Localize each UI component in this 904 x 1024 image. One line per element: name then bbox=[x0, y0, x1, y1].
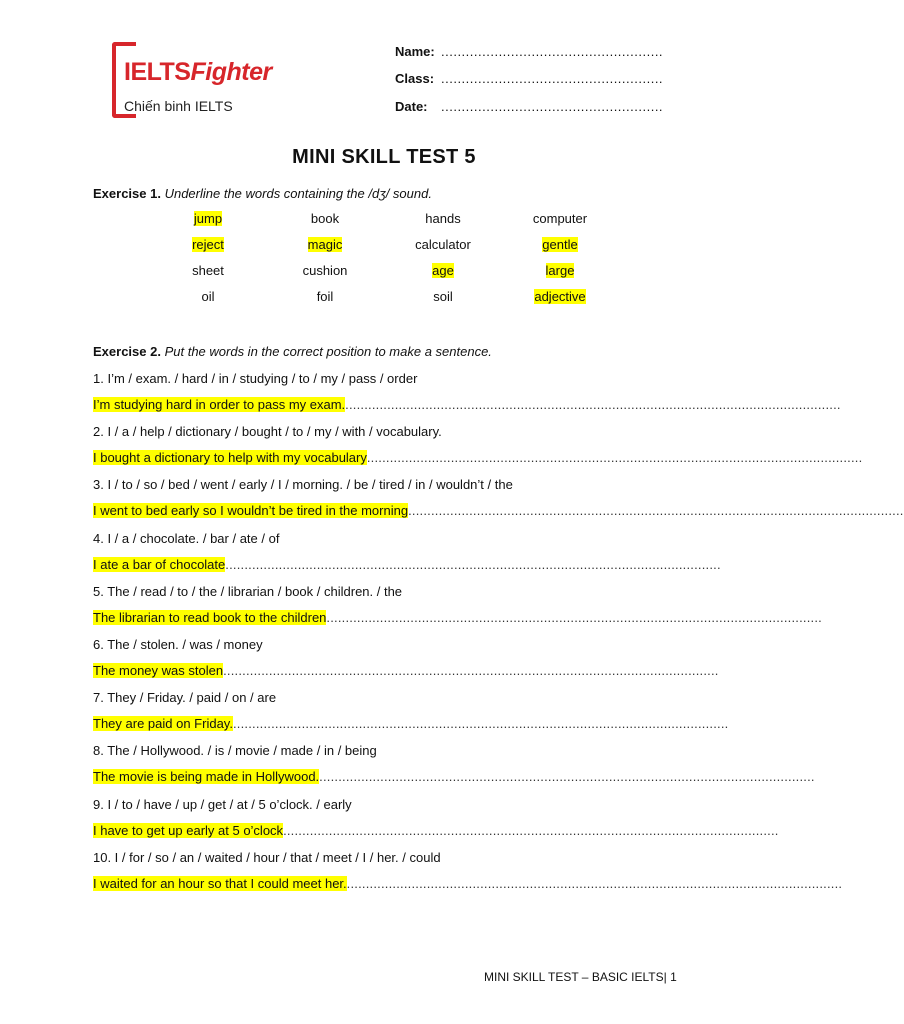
answer-text: I have to get up early at 5 o’clock bbox=[93, 822, 284, 838]
answer-line[interactable] bbox=[93, 396, 841, 414]
logo-brand-ielts: IELTS bbox=[124, 58, 191, 86]
word-text: cushion bbox=[302, 263, 348, 278]
word-text: magic bbox=[307, 237, 343, 252]
word-cell[interactable] bbox=[383, 210, 503, 228]
answer-line[interactable] bbox=[93, 556, 721, 574]
word-text: large bbox=[545, 263, 575, 278]
question-text: 2. I / a / help / dictionary / bought / to / my / with / vocabulary. bbox=[93, 424, 442, 440]
word-cell[interactable] bbox=[500, 210, 620, 228]
word-cell[interactable] bbox=[148, 210, 268, 228]
answer-dots: .................................................................................................................................. bbox=[225, 556, 721, 572]
word-cell[interactable] bbox=[265, 210, 385, 228]
question-text: 8. The / Hollywood. / is / movie / made / in / being bbox=[93, 743, 377, 759]
exercise1-instruction: Underline the words containing the /dʒ/ sound. bbox=[164, 186, 432, 201]
exercise1-heading bbox=[93, 186, 432, 201]
answer-text: I went to bed early so I wouldn’t be tired in the morning bbox=[93, 503, 409, 519]
class-field bbox=[395, 71, 663, 86]
word-text: reject bbox=[192, 237, 224, 252]
answer-line[interactable] bbox=[93, 875, 843, 893]
word-cell[interactable] bbox=[500, 288, 620, 306]
answer-dots: .................................................................................................................................. bbox=[319, 769, 815, 785]
answer-text: The money was stolen bbox=[93, 663, 224, 678]
answer-dots: .................................................................................................................................. bbox=[346, 875, 843, 891]
question-text: 5. The / read / to / the / librarian / book / children. / the bbox=[93, 583, 403, 599]
answer-text: The librarian to read book to the children bbox=[93, 609, 327, 625]
word-cell[interactable] bbox=[383, 236, 503, 254]
date-label: Date: bbox=[395, 99, 428, 114]
word-text: foil bbox=[316, 289, 334, 304]
date-dots: ...................................................... bbox=[441, 99, 664, 114]
logo-wordmark bbox=[124, 58, 272, 87]
name-dots: ...................................................... bbox=[441, 44, 664, 59]
answer-dots: .................................................................................................................................. bbox=[408, 503, 904, 519]
answer-line[interactable] bbox=[93, 449, 863, 467]
question-text: 10. I / for / so / an / waited / hour / that / meet / I / her. / could bbox=[93, 849, 441, 865]
logo-brand-fighter: Fighter bbox=[190, 58, 272, 86]
word-cell[interactable] bbox=[500, 262, 620, 280]
answer-line[interactable] bbox=[93, 662, 719, 680]
word-cell[interactable] bbox=[265, 288, 385, 306]
exercise2-label: Exercise 2. bbox=[93, 344, 161, 359]
word-cell[interactable] bbox=[148, 288, 268, 306]
exercise1-label: Exercise 1. bbox=[93, 186, 161, 201]
answer-text: The movie is being made in Hollywood. bbox=[93, 769, 320, 785]
page-footer: MINI SKILL TEST – BASIC IELTS| 1 bbox=[484, 970, 677, 984]
date-field bbox=[395, 99, 663, 114]
answer-line[interactable] bbox=[93, 502, 904, 520]
word-cell[interactable] bbox=[500, 236, 620, 254]
answer-dots: .................................................................................................................................. bbox=[366, 450, 863, 466]
logo-subtitle: Chiến binh IELTS bbox=[124, 98, 233, 114]
answer-line[interactable] bbox=[93, 609, 822, 627]
answer-line[interactable] bbox=[93, 822, 779, 840]
word-cell[interactable] bbox=[148, 236, 268, 254]
name-field bbox=[395, 44, 663, 59]
word-text: gentle bbox=[542, 237, 578, 252]
answer-dots: .................................................................................................................................. bbox=[283, 822, 779, 838]
answer-line[interactable] bbox=[93, 768, 815, 786]
question-text: 4. I / a / chocolate. / bar / ate / of bbox=[93, 530, 280, 546]
ielts-fighter-logo bbox=[112, 40, 312, 124]
word-cell[interactable] bbox=[383, 262, 503, 280]
question-text: 1. I’m / exam. / hard / in / studying / to / my / pass / order bbox=[93, 371, 418, 386]
word-text: calculator bbox=[415, 237, 471, 252]
word-cell[interactable] bbox=[265, 262, 385, 280]
word-cell[interactable] bbox=[265, 236, 385, 254]
answer-dots: .................................................................................................................................. bbox=[232, 716, 729, 732]
question-text: 7. They / Friday. / paid / on / are bbox=[93, 690, 277, 706]
answer-text: I’m studying hard in order to pass my exam. bbox=[93, 397, 346, 412]
word-text: soil bbox=[433, 289, 453, 304]
exercise2-heading bbox=[93, 344, 492, 359]
question-text: 9. I / to / have / up / get / at / 5 o’clock. / early bbox=[93, 796, 352, 812]
exercise2-instruction: Put the words in the correct position to make a sentence. bbox=[164, 344, 492, 359]
word-text: computer bbox=[532, 211, 588, 226]
answer-text: I ate a bar of chocolate bbox=[93, 556, 226, 572]
class-label: Class: bbox=[395, 71, 435, 86]
answer-text: I bought a dictionary to help with my vocabulary bbox=[93, 450, 367, 466]
word-text: adjective bbox=[534, 289, 586, 304]
word-cell[interactable] bbox=[383, 288, 503, 306]
answer-dots: .................................................................................................................................. bbox=[345, 397, 841, 412]
class-dots: ...................................................... bbox=[441, 71, 664, 86]
name-label: Name: bbox=[395, 44, 435, 59]
word-text: age bbox=[432, 263, 454, 278]
word-text: book bbox=[310, 211, 340, 226]
question-text: 3. I / to / so / bed / went / early / I / morning. / be / tired / in / wouldn’t / the bbox=[93, 477, 513, 493]
answer-dots: .................................................................................................................................. bbox=[223, 663, 719, 678]
question-text: 6. The / stolen. / was / money bbox=[93, 637, 263, 652]
word-cell[interactable] bbox=[148, 262, 268, 280]
page-title: MINI SKILL TEST 5 bbox=[292, 146, 476, 168]
answer-line[interactable] bbox=[93, 715, 729, 733]
answer-dots: .................................................................................................................................. bbox=[326, 609, 822, 625]
word-text: hands bbox=[425, 211, 461, 226]
answer-text: I waited for an hour so that I could meet her. bbox=[93, 875, 347, 891]
word-text: jump bbox=[193, 211, 223, 226]
word-text: oil bbox=[201, 289, 215, 304]
answer-text: They are paid on Friday. bbox=[93, 716, 233, 732]
word-text: sheet bbox=[192, 263, 224, 278]
